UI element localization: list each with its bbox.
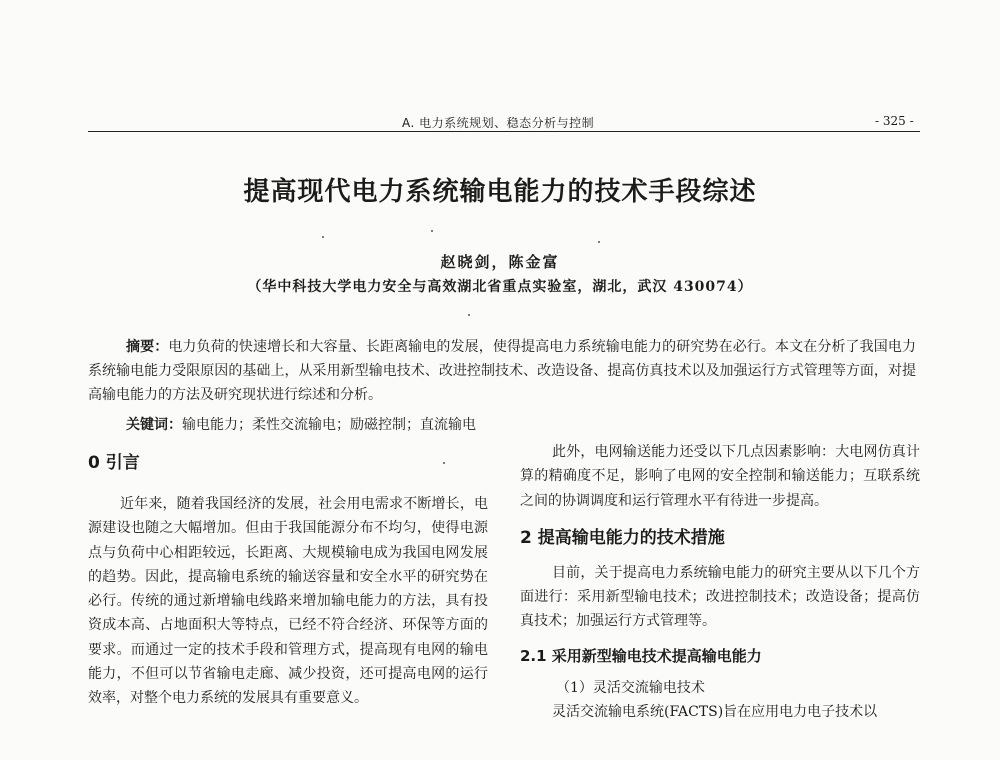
abstract-text: 电力负荷的快速增长和大容量、长距离输电的发展，使得提高电力系统输电能力的研究势在必行。本文在分析了我国电力系统输电能力受限原因的基础上，从采用新型输电技术、改进控制技术、改造设备、提高仿真技术以及加强运行方式管理等方面，对提高输电能力的方法及研究现状进行综述和分析。 (88, 339, 916, 403)
scan-speck (322, 236, 324, 238)
section-0-heading: 0 引言 (88, 453, 140, 473)
subsection-1-heading: （1）灵活交流输电技术 (556, 679, 705, 696)
section-2-1-heading: 2.1 采用新型输电技术提高输电能力 (520, 646, 762, 665)
section-2-paragraph: 目前，关于提高电力系统输电能力的研究主要从以下几个方面进行：采用新型输电技术；改进控制技术；改造设备；提高仿真技术；加强运行方式管理等。 (520, 564, 920, 630)
factors-paragraph: 此外，电网输送能力还受以下几点因素影响：大电网仿真计算的精确度不足，影响了电网的安全控制和输送能力；互联系统之间的协调调度和运行管理水平有待进一步提高。 (520, 444, 920, 509)
keywords-text: 输电能力；柔性交流输电；励磁控制；直流输电 (182, 417, 476, 433)
abstract (88, 335, 916, 407)
page-number: - 325 - (875, 114, 914, 128)
authors: 赵晓剑，陈金富 (440, 253, 560, 271)
abstract-label: 摘要： (126, 339, 169, 355)
right-column (520, 440, 920, 724)
left-column (88, 450, 488, 711)
running-head: A. 电力系统规划、稳态分析与控制 (402, 116, 595, 130)
header-rule (88, 131, 920, 132)
scan-speck (468, 314, 470, 316)
keywords-label: 关键词： (126, 417, 182, 433)
scan-speck (598, 241, 600, 243)
scan-speck (431, 230, 433, 232)
scan-speck (443, 462, 445, 464)
keywords (126, 414, 476, 434)
section-0-paragraph: 近年来，随着我国经济的发展，社会用电需求不断增长，电源建设也随之大幅增加。但由于我国能源分布不均匀，使得电源点与负荷中心相距较远，长距离、大规模输电成为我国电网发展的趋势。因此，提高输电系统的输送容量和安全水平的研究势在必行。传统的通过新增输电线路来增加输电能力的方法，具有投资成本高、占地面积大等特点，已经不符合经济、环保等方面的要求。而通过一定的技术手段和管理方式，提高现有电网的输电能力，不但可以节省输电走廊、减少投资，还可提高电网的运行效率，对整个电力系统的发展具有重要意义。 (88, 496, 488, 707)
paper-title: 提高现代电力系统输电能力的技术手段综述 (243, 177, 757, 207)
section-2-heading: 2 提高输电能力的技术措施 (520, 527, 725, 548)
subsection-1-paragraph: 灵活交流输电系统(FACTS)旨在应用电力电子技术以 (552, 704, 878, 721)
affiliation: （华中科技大学电力安全与高效湖北省重点实验室，湖北，武汉 430074） (247, 279, 753, 295)
